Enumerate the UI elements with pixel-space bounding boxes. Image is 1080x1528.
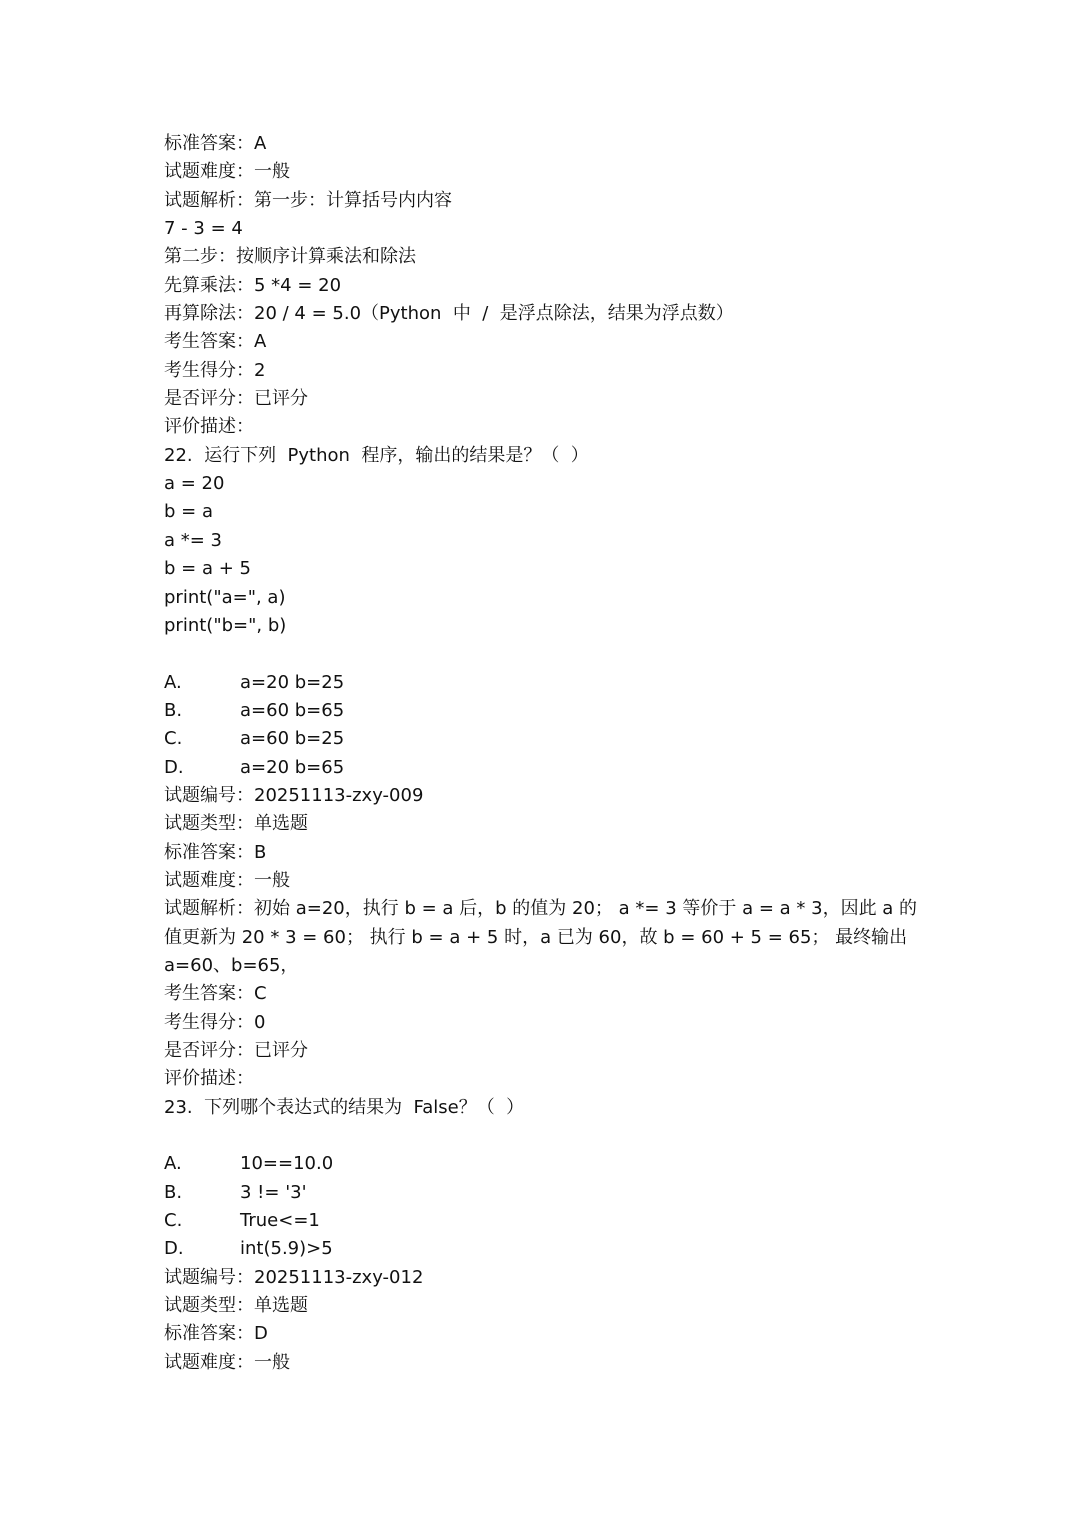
q22-score: 考生得分：0 xyxy=(164,1011,266,1033)
q22-option-c xyxy=(164,725,924,753)
spacer xyxy=(164,1122,924,1150)
q22-id: 试题编号：20251113-zxy-009 xyxy=(164,784,424,806)
q22-option-d xyxy=(164,754,924,782)
q22-code-line: a = 20 xyxy=(164,473,225,495)
q21-analysis-line: 7 - 3 = 4 xyxy=(164,218,243,240)
option-key: C. xyxy=(164,728,183,750)
q23-option-b xyxy=(164,1179,924,1207)
q21-comment: 评价描述： xyxy=(164,416,254,438)
q21-graded: 是否评分：已评分 xyxy=(164,388,308,410)
q22-type: 试题类型：单选题 xyxy=(164,813,308,835)
q22-analysis: 试题解析：初始 a=20，执行 b = a 后，b 的值为 20； a *= 3 等价于 a = a * 3，因此 a 的值更新为 20 * 3 = 60； 执行 b = a + 5 时，a 已为 60，故 b = 60 + 5 = 65； 最终输出 a=60、b=65， xyxy=(164,898,918,976)
q22-difficulty: 试题难度：一般 xyxy=(164,869,290,891)
document-page xyxy=(164,130,924,1377)
q21-analysis-line: 试题解析：第一步：计算括号内内容 xyxy=(164,189,452,211)
q22-option-b xyxy=(164,697,924,725)
q22-standard-answer: 标准答案：B xyxy=(164,841,267,863)
option-text: a=20 b=65 xyxy=(240,756,345,778)
option-key: A. xyxy=(164,671,182,693)
q21-student-answer: 考生答案：A xyxy=(164,331,267,353)
q22-code-line: b = a + 5 xyxy=(164,558,251,580)
q22-graded: 是否评分：已评分 xyxy=(164,1040,308,1061)
q23-standard-answer: 标准答案：D xyxy=(164,1323,268,1345)
option-key: B. xyxy=(164,699,183,721)
option-key: B. xyxy=(164,1181,183,1203)
q23-id: 试题编号：20251113-zxy-012 xyxy=(164,1266,424,1288)
option-text: a=60 b=25 xyxy=(240,728,345,750)
q22-code-line: b = a xyxy=(164,501,213,523)
q23-question: 23. 下列哪个表达式的结果为 False？（ ） xyxy=(164,1096,525,1118)
spacer xyxy=(164,640,924,668)
q22-student-answer: 考生答案：C xyxy=(164,983,267,1005)
q22-code-line: print("b=", b) xyxy=(164,614,287,636)
q22-code-line: print("a=", a) xyxy=(164,586,286,608)
option-key: A. xyxy=(164,1153,182,1175)
option-text: True<=1 xyxy=(240,1210,320,1232)
q23-type: 试题类型：单选题 xyxy=(164,1295,308,1317)
option-key: D. xyxy=(164,1238,184,1260)
q22-question: 22. 运行下列 Python 程序，输出的结果是？（ ） xyxy=(164,444,589,466)
option-key: D. xyxy=(164,756,184,778)
q22-code-line: a *= 3 xyxy=(164,529,223,551)
q22-option-a xyxy=(164,669,924,697)
option-text: int(5.9)>5 xyxy=(240,1238,333,1260)
q23-difficulty: 试题难度：一般 xyxy=(164,1351,290,1373)
q23-option-a xyxy=(164,1150,924,1178)
option-text: 10==10.0 xyxy=(240,1153,334,1175)
option-text: 3 != '3' xyxy=(240,1181,307,1203)
option-text: a=20 b=25 xyxy=(240,671,345,693)
option-key: C. xyxy=(164,1210,183,1232)
q21-difficulty: 试题难度：一般 xyxy=(164,161,290,183)
q21-standard-answer: 标准答案：A xyxy=(164,133,267,154)
q21-analysis-line: 先算乘法：5 *4 = 20 xyxy=(164,274,342,296)
q21-analysis-line: 再算除法：20 / 4 = 5.0（Python 中 / 是浮点除法，结果为浮点数） xyxy=(164,303,734,325)
q21-analysis-line: 第二步：按顺序计算乘法和除法 xyxy=(164,246,416,268)
q23-option-d xyxy=(164,1235,924,1263)
q22-comment: 评价描述： xyxy=(164,1068,254,1090)
option-text: a=60 b=65 xyxy=(240,699,345,721)
q21-score: 考生得分：2 xyxy=(164,359,266,381)
q23-option-c xyxy=(164,1207,924,1235)
